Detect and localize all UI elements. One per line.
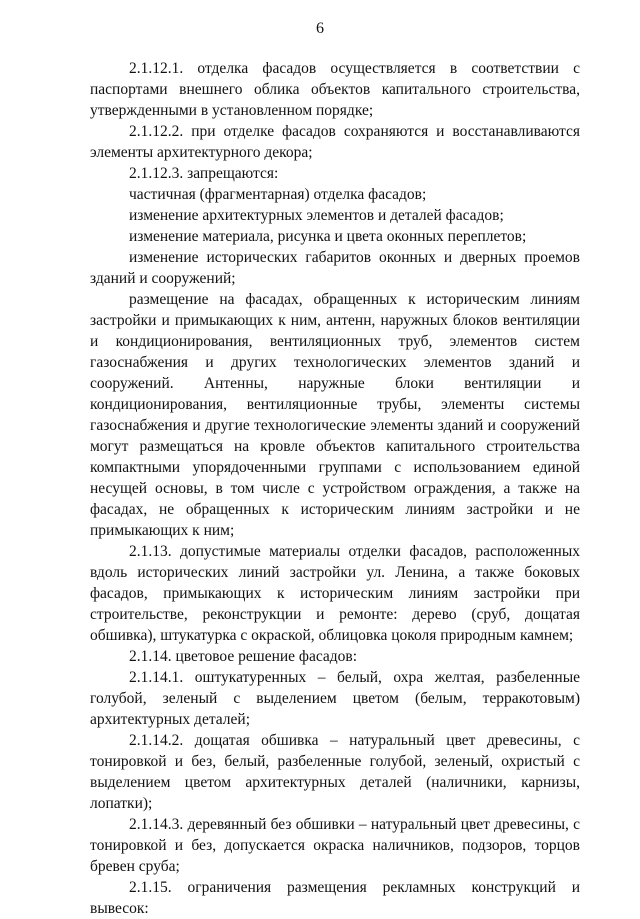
paragraph: 2.1.14.2. дощатая обшивка – натуральный цвет древесины, с тонировкой и без, белый, разбеленные голубой, зеленый, охристый с выделением цветом архитектурных деталей (наличники, карнизы, лопатки); (90, 732, 580, 812)
paragraph: 2.1.14. цветовое решение фасадов: (129, 648, 358, 665)
paragraph: 2.1.13. допустимые материалы отделки фасадов, расположенных вдоль исторических линий застройки ул. Ленина, а также боковых фасадов, примыкающих к историческим линиям застройки при строительстве, реконструкции и ремонте: дерево (сруб, дощатая обшивка), штукатурка с окраской, облицовка цоколя природным камнем; (90, 543, 580, 644)
paragraph: изменение архитектурных элементов и деталей фасадов; (129, 207, 504, 224)
paragraph: изменение материала, рисунка и цвета оконных переплетов; (129, 228, 527, 245)
paragraph: изменение исторических габаритов оконных и дверных проемов зданий и сооружений; (90, 249, 580, 287)
paragraph: 2.1.14.3. деревянный без обшивки – натуральный цвет древесины, с тонировкой и без, допускается окраска наличников, подзоров, торцов бревен сруба; (90, 816, 580, 875)
page-number: 6 (316, 20, 324, 37)
paragraph: 2.1.12.1. отделка фасадов осуществляется в соответствии с паспортами внешнего облика объектов капитального строительства, утвержденными в установленном порядке; (90, 60, 580, 119)
paragraph: 2.1.12.3. запрещаются: (129, 165, 279, 182)
document-body (90, 58, 580, 919)
paragraph: 2.1.15. ограничения размещения рекламных конструкций и вывесок: (90, 879, 580, 917)
paragraph: 2.1.12.2. при отделке фасадов сохраняются и восстанавливаются элементы архитектурного декора; (90, 123, 580, 161)
paragraph: 2.1.14.1. оштукатуренных – белый, охра желтая, разбеленные голубой, зеленый с выделением цветом (белым, терракотовым) архитектурных деталей; (90, 669, 580, 728)
paragraph: частичная (фрагментарная) отделка фасадов; (129, 186, 427, 203)
paragraph: размещение на фасадах, обращенных к историческим линиям застройки и примыкающих к ним, антенн, наружных блоков вентиляции и кондиционирования, вентиляционных труб, элементов систем газоснабжения и других технологических элементов зданий и сооружений. Антенны, наружные блоки вентиляции и кондиционирования, вентиляционные трубы, элементы системы газоснабжения и другие технологические элементы зданий и сооружений могут размещаться на кровле объектов капитального строительства компактными упорядоченными группами с использованием единой несущей основы, в том числе с устройством ограждения, а также на фасадах, не обращенных к историческим линиям застройки и не примыкающих к ним; (90, 291, 580, 539)
